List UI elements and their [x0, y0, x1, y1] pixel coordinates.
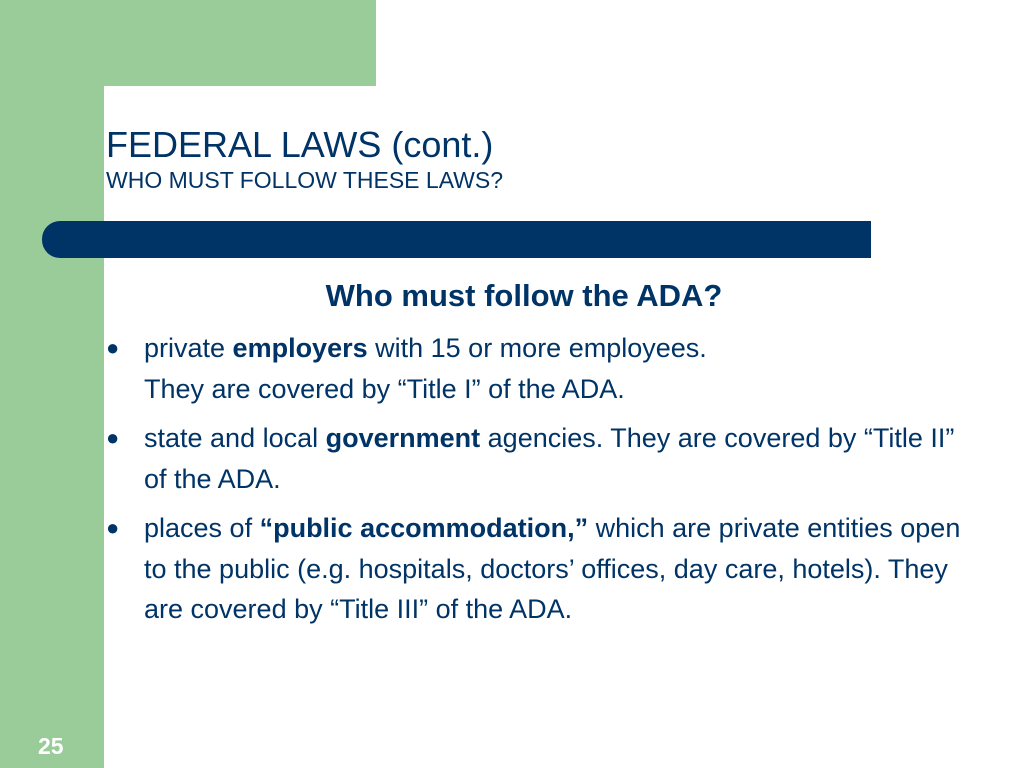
bullet-text-plain: private — [144, 333, 233, 363]
bullet-text-bold: “public accommodation,” — [259, 513, 589, 543]
bullet-dot-icon: ● — [106, 425, 120, 450]
title-block — [106, 124, 503, 194]
decorative-green-side-band — [0, 0, 104, 768]
bullet-text-bold: employers — [232, 333, 368, 363]
bullet-dot-icon: ● — [106, 515, 120, 540]
bullet-text-plain: with 15 or more employees. — [367, 333, 707, 363]
bullet-list — [106, 328, 966, 639]
bullet-dot-icon: ● — [106, 335, 120, 360]
bullet-item-public-accommodation — [106, 508, 966, 630]
bullet-text-plain: agencies. They are covered by “Title II” of the ADA. — [144, 423, 955, 494]
page-number: 25 — [38, 733, 64, 759]
bullet-text-plain: places of — [144, 513, 260, 543]
section-heading: Who must follow the ADA? — [325, 278, 723, 313]
bullet-text-bold: government — [325, 423, 481, 453]
slide-subtitle: WHO MUST FOLLOW THESE LAWS? — [106, 167, 504, 193]
bullet-item-employers — [106, 328, 966, 409]
bullet-text-line: They are covered by “Title I” of the ADA. — [144, 373, 625, 404]
decorative-title-bar — [42, 221, 871, 258]
bullet-text-plain: state and local — [144, 423, 326, 453]
bullet-text-plain: which are private entities open to the public (e.g. hospitals, doctors’ offices, day care, hotels). They are covered by “Title III” of the ADA. — [144, 513, 961, 624]
slide-title: FEDERAL LAWS (cont.) — [106, 124, 494, 165]
bullet-item-government — [106, 418, 966, 499]
